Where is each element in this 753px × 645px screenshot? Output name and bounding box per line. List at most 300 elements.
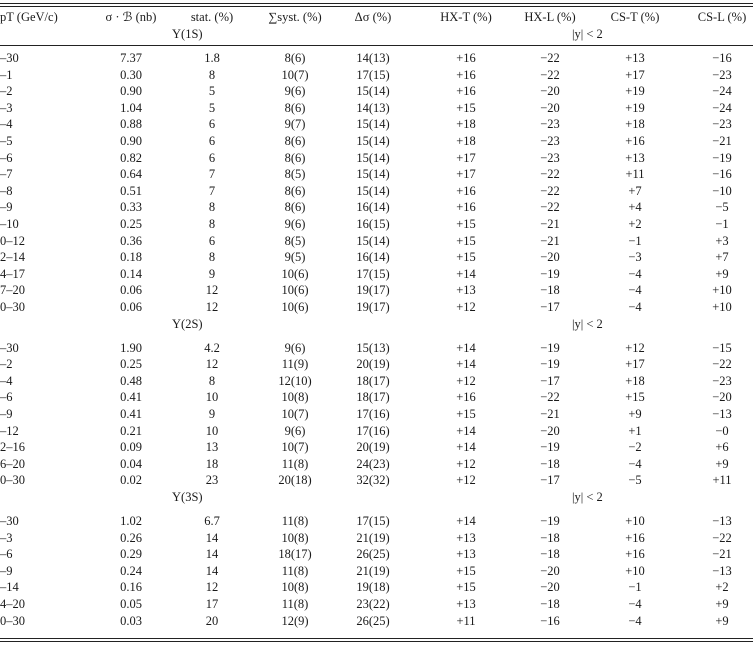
cell-cs-t: −4 [628,457,642,471]
table-row [0,596,753,613]
cell-cs-l: −10 [712,184,732,198]
cell-hx-l: −23 [540,117,560,131]
cell-cs-l: −24 [712,84,732,98]
cell-hx-t: +11 [456,614,476,628]
cell-hx-t: +14 [456,514,476,528]
cell-cs-t: +4 [628,200,642,214]
cell-cs-t: +13 [625,151,645,165]
table-row [0,133,753,150]
cell-syst: 12(10) [278,374,312,388]
cell-hx-t: +15 [456,234,476,248]
table-row [0,116,753,133]
cell-stat: 8 [208,68,216,82]
cell-syst: 11(8) [281,457,309,471]
section-rapidity-label: |y| < 2 [572,490,603,504]
cell-delta-sigma: 15(14) [356,84,390,98]
cell-delta-sigma: 24(23) [356,457,390,471]
cell-cross-section: 0.21 [120,424,142,438]
cell-hx-t: +12 [456,374,476,388]
cell-cs-l: −22 [712,531,732,545]
cell-hx-t: +15 [456,564,476,578]
table-row [0,613,753,630]
cell-syst: 8(6) [284,101,306,115]
cell-cs-l: +10 [712,283,732,297]
cell-cs-t: +18 [625,374,645,388]
cell-pt: 2–14 [0,250,25,264]
header-row [0,9,753,26]
cell-hx-l: −18 [540,547,560,561]
table-row [0,513,753,530]
cell-pt: –1 [0,68,13,82]
cell-hx-l: −18 [540,283,560,297]
cell-pt: –2 [0,84,13,98]
cell-cross-section: 0.26 [120,531,142,545]
cell-cs-l: +2 [715,580,729,594]
cell-cross-section: 0.90 [120,84,142,98]
cell-hx-l: −19 [540,440,560,454]
cell-stat: 1.8 [204,51,220,65]
cell-hx-t: +18 [456,117,476,131]
cell-delta-sigma: 21(19) [356,564,390,578]
cell-stat: 14 [205,564,219,578]
cell-hx-t: +15 [456,101,476,115]
cell-pt: 0–30 [0,473,25,487]
table-row [0,299,753,316]
header-pt: pT (GeV/c) [0,10,58,24]
cell-cross-section: 7.37 [120,51,142,65]
cell-hx-l: −17 [540,374,560,388]
cell-hx-l: −23 [540,151,560,165]
cell-pt: –4 [0,117,13,131]
cell-pt: –9 [0,200,13,214]
cell-hx-l: −22 [540,184,560,198]
cell-cross-section: 1.04 [120,101,142,115]
cell-hx-l: −18 [540,531,560,545]
cell-cs-l: −21 [712,547,732,561]
cell-hx-t: +12 [456,300,476,314]
section-state-label: Υ(2S) [172,316,203,331]
cell-pt: –14 [0,580,19,594]
cell-cs-l: −13 [712,564,732,578]
cell-cs-t: +19 [625,84,645,98]
cell-hx-l: −20 [540,250,560,264]
cell-cs-t: −4 [628,267,642,281]
cell-delta-sigma: 15(13) [356,341,390,355]
cell-hx-t: +13 [456,597,476,611]
cell-stat: 12 [205,580,219,594]
header-cross-section: σ · ℬ (nb) [105,10,157,24]
cell-cs-t: −2 [628,440,642,454]
cell-hx-t: +15 [456,407,476,421]
table-row [0,50,753,67]
cell-syst: 9(5) [284,250,306,264]
header-cs-l: CS-L (%) [697,10,747,24]
cell-syst: 12(9) [281,614,309,628]
cell-cs-t: +19 [625,101,645,115]
cell-pt: 0–30 [0,300,25,314]
cell-pt: 2–16 [0,440,25,454]
cell-hx-l: −22 [540,51,560,65]
cell-syst: 8(5) [284,234,306,248]
cell-pt: –3 [0,101,13,115]
cell-cs-l: −13 [712,407,732,421]
cell-pt: 4–17 [0,267,25,281]
cell-cross-section: 0.25 [120,217,142,231]
cell-hx-l: −22 [540,390,560,404]
cell-cross-section: 0.48 [120,374,142,388]
table-row [0,530,753,547]
cell-delta-sigma: 15(14) [356,234,390,248]
cell-cross-section: 1.90 [120,341,142,355]
cell-hx-t: +16 [456,84,476,98]
cell-hx-l: −20 [540,580,560,594]
table-row [0,266,753,283]
cell-hx-t: +17 [456,167,476,181]
cell-delta-sigma: 18(17) [356,374,390,388]
cell-stat: 14 [205,531,219,545]
cell-cs-t: +2 [628,217,642,231]
cell-cs-l: −19 [712,151,732,165]
top-double-rule [0,3,753,4]
cell-cs-t: +18 [625,117,645,131]
cell-delta-sigma: 20(19) [356,357,390,371]
cell-syst: 11(9) [281,357,309,371]
cell-hx-l: −23 [540,134,560,148]
cell-syst: 10(8) [281,580,309,594]
cell-stat: 6.7 [204,514,220,528]
table-row [0,83,753,100]
cell-hx-t: +17 [456,151,476,165]
cell-hx-t: +16 [456,68,476,82]
cell-cross-section: 0.09 [120,440,142,454]
cell-pt: –8 [0,184,13,198]
cell-hx-l: −19 [540,341,560,355]
cell-cs-l: −21 [712,134,732,148]
table-row [0,456,753,473]
cell-cs-l: −0 [715,424,729,438]
cell-cross-section: 0.90 [120,134,142,148]
cell-hx-l: −20 [540,564,560,578]
cell-cs-l: +9 [715,597,729,611]
cell-hx-t: +15 [456,250,476,264]
cell-syst: 8(6) [284,184,306,198]
header-rule [0,45,753,46]
cell-hx-l: −17 [540,473,560,487]
cell-hx-t: +12 [456,473,476,487]
cell-cs-t: +10 [625,514,645,528]
section-rapidity-label: |y| < 2 [572,27,603,41]
cell-syst: 8(6) [284,200,306,214]
cell-cs-t: +17 [625,68,645,82]
header-syst: ∑syst. (%) [268,10,322,24]
cell-syst: 10(6) [281,283,309,297]
cell-pt: 0–30 [0,614,25,628]
cell-cross-section: 0.06 [120,283,142,297]
cell-cs-t: +17 [625,357,645,371]
cell-cs-t: −4 [628,300,642,314]
table-row [0,183,753,200]
cell-stat: 6 [208,134,216,148]
cell-syst: 8(6) [284,134,306,148]
cell-pt: –6 [0,547,13,561]
cell-pt: –30 [0,51,19,65]
section-state-label: Υ(3S) [172,490,203,504]
cell-cs-t: +12 [625,341,645,355]
cell-stat: 6 [208,117,216,131]
cell-cs-t: −3 [628,250,642,264]
cell-cross-section: 0.14 [120,267,142,281]
cell-pt: –2 [0,357,13,371]
top-double-rule [0,6,753,7]
cell-stat: 10 [205,390,219,404]
cell-cs-l: −23 [712,117,732,131]
cell-cs-t: −4 [628,614,642,628]
cell-hx-l: −19 [540,267,560,281]
cell-hx-t: +14 [456,440,476,454]
cell-hx-l: −18 [540,457,560,471]
cell-cross-section: 0.06 [120,300,142,314]
cell-cross-section: 0.03 [120,614,142,628]
cell-delta-sigma: 21(19) [356,531,390,545]
cell-hx-t: +13 [456,283,476,297]
cell-stat: 10 [205,424,219,438]
cell-stat: 9 [208,407,216,421]
cell-cross-section: 0.36 [120,234,142,248]
cell-syst: 11(8) [281,514,309,528]
cell-delta-sigma: 16(14) [356,200,390,214]
cell-syst: 11(8) [281,564,309,578]
cell-cs-t: +9 [628,407,642,421]
cell-pt: –9 [0,407,13,421]
cell-cs-t: +7 [628,184,642,198]
cell-syst: 8(6) [284,51,306,65]
cell-delta-sigma: 32(32) [356,473,390,487]
table-row [0,423,753,440]
cell-stat: 9 [208,267,216,281]
cell-pt: –6 [0,390,13,404]
cell-cross-section: 0.18 [120,250,142,264]
cell-syst: 9(6) [284,341,306,355]
cell-cs-t: +1 [628,424,642,438]
cell-hx-l: −22 [540,68,560,82]
cell-delta-sigma: 17(15) [356,514,390,528]
cell-cs-l: −24 [712,101,732,115]
cell-hx-t: +14 [456,357,476,371]
cell-hx-l: −21 [540,217,560,231]
cell-cs-l: −20 [712,390,732,404]
cell-hx-l: −22 [540,200,560,214]
cell-delta-sigma: 26(25) [356,614,390,628]
cell-syst: 9(6) [284,84,306,98]
cell-hx-t: +18 [456,134,476,148]
cell-cs-l: −13 [712,514,732,528]
cell-cross-section: 0.25 [120,357,142,371]
cell-cross-section: 0.33 [120,200,142,214]
cell-hx-t: +14 [456,341,476,355]
cell-syst: 9(6) [284,217,306,231]
cell-cs-l: +10 [712,300,732,314]
cell-pt: –10 [0,217,19,231]
cell-stat: 5 [208,84,216,98]
cell-pt: –3 [0,531,13,545]
cell-syst: 9(6) [284,424,306,438]
cell-cross-section: 0.05 [120,597,142,611]
header-hx-t: HX-T (%) [440,10,492,24]
cell-delta-sigma: 17(15) [356,267,390,281]
cell-delta-sigma: 15(14) [356,134,390,148]
cell-delta-sigma: 20(19) [356,440,390,454]
cell-stat: 14 [205,547,219,561]
cell-hx-t: +15 [456,217,476,231]
cell-hx-t: +13 [456,531,476,545]
cell-cs-t: −5 [628,473,642,487]
cell-hx-t: +14 [456,267,476,281]
cell-cross-section: 0.82 [120,151,142,165]
cell-hx-l: −19 [540,514,560,528]
cell-cs-l: +7 [715,250,729,264]
cell-cross-section: 0.88 [120,117,142,131]
cell-hx-l: −21 [540,407,560,421]
cell-stat: 23 [205,473,219,487]
header-cs-t: CS-T (%) [610,10,660,24]
section-rapidity-label: |y| < 2 [572,316,603,331]
cell-cross-section: 0.16 [120,580,142,594]
table-row [0,563,753,580]
cell-delta-sigma: 17(16) [356,407,390,421]
cell-cs-l: −16 [712,51,732,65]
cell-hx-t: +16 [456,390,476,404]
cell-syst: 20(18) [278,473,312,487]
table-row [0,166,753,183]
cell-stat: 8 [208,200,216,214]
cell-syst: 10(7) [281,68,309,82]
cell-syst: 10(6) [281,300,309,314]
header-stat: stat. (%) [190,10,234,24]
cell-stat: 12 [205,300,219,314]
cell-delta-sigma: 14(13) [356,51,390,65]
cell-cs-l: −23 [712,68,732,82]
cell-hx-t: +14 [456,424,476,438]
cell-pt: 0–12 [0,234,25,248]
cell-cs-l: +9 [715,267,729,281]
cell-cs-t: −1 [628,580,642,594]
section-state-label: Υ(1S) [172,27,203,41]
cell-stat: 8 [208,217,216,231]
cell-cs-t: +16 [625,134,645,148]
cell-pt: 7–20 [0,283,25,297]
cell-delta-sigma: 23(22) [356,597,390,611]
cell-cross-section: 0.41 [120,390,142,404]
cell-stat: 4.2 [204,341,220,355]
cell-hx-t: +15 [456,580,476,594]
table-row [0,546,753,563]
cell-delta-sigma: 16(14) [356,250,390,264]
cell-pt: 6–20 [0,457,25,471]
cell-delta-sigma: 19(17) [356,300,390,314]
cell-stat: 12 [205,283,219,297]
cell-hx-l: −20 [540,101,560,115]
cell-syst: 10(7) [281,440,309,454]
cell-delta-sigma: 19(17) [356,283,390,297]
cell-pt: –30 [0,514,19,528]
cell-pt: –6 [0,151,13,165]
cell-cross-section: 0.51 [120,184,142,198]
cell-syst: 18(17) [278,547,312,561]
cell-cs-l: +6 [715,440,729,454]
cell-cs-l: +9 [715,614,729,628]
cell-delta-sigma: 19(18) [356,580,390,594]
cell-syst: 10(8) [281,531,309,545]
cell-syst: 8(5) [284,167,306,181]
cell-syst: 9(7) [284,117,306,131]
cell-cs-t: +16 [625,531,645,545]
cell-cs-t: +15 [625,390,645,404]
table-row [0,67,753,84]
cell-cross-section: 0.30 [120,68,142,82]
table-row [0,340,753,357]
table-row [0,282,753,299]
table-row [0,406,753,423]
cell-hx-t: +16 [456,51,476,65]
cell-cs-t: +16 [625,547,645,561]
cell-syst: 11(8) [281,597,309,611]
cell-pt: –5 [0,134,13,148]
cell-syst: 10(8) [281,390,309,404]
cell-delta-sigma: 16(15) [356,217,390,231]
cell-stat: 5 [208,101,216,115]
cell-cs-l: −1 [715,217,729,231]
cell-stat: 7 [208,167,216,181]
cell-stat: 8 [208,374,216,388]
cell-stat: 20 [205,614,219,628]
cell-syst: 8(6) [284,151,306,165]
cell-delta-sigma: 15(14) [356,184,390,198]
cell-delta-sigma: 18(17) [356,390,390,404]
table-row [0,439,753,456]
cell-cs-t: −4 [628,597,642,611]
cell-hx-l: −16 [540,614,560,628]
cell-delta-sigma: 14(13) [356,101,390,115]
cell-hx-l: −19 [540,357,560,371]
bottom-double-rule [0,641,753,642]
cell-hx-l: −18 [540,597,560,611]
cell-stat: 6 [208,151,216,165]
cell-delta-sigma: 17(15) [356,68,390,82]
table-row [0,249,753,266]
cell-stat: 6 [208,234,216,248]
cell-cs-t: +10 [625,564,645,578]
cell-stat: 17 [205,597,219,611]
cell-pt: –7 [0,167,13,181]
cell-cs-t: −1 [628,234,642,248]
table-row [0,216,753,233]
cell-stat: 18 [205,457,219,471]
table-row [0,472,753,489]
cell-cs-l: +11 [712,473,732,487]
cell-pt: –30 [0,341,19,355]
cell-delta-sigma: 15(14) [356,151,390,165]
cell-pt: –4 [0,374,13,388]
cell-cs-l: −22 [712,357,732,371]
cell-cs-l: −5 [715,200,729,214]
cell-syst: 10(6) [281,267,309,281]
cell-delta-sigma: 15(14) [356,167,390,181]
cell-hx-l: −20 [540,84,560,98]
header-delta-sigma: Δσ (%) [354,10,392,24]
cell-cs-l: −15 [712,341,732,355]
table-row [0,389,753,406]
cell-stat: 8 [208,250,216,264]
